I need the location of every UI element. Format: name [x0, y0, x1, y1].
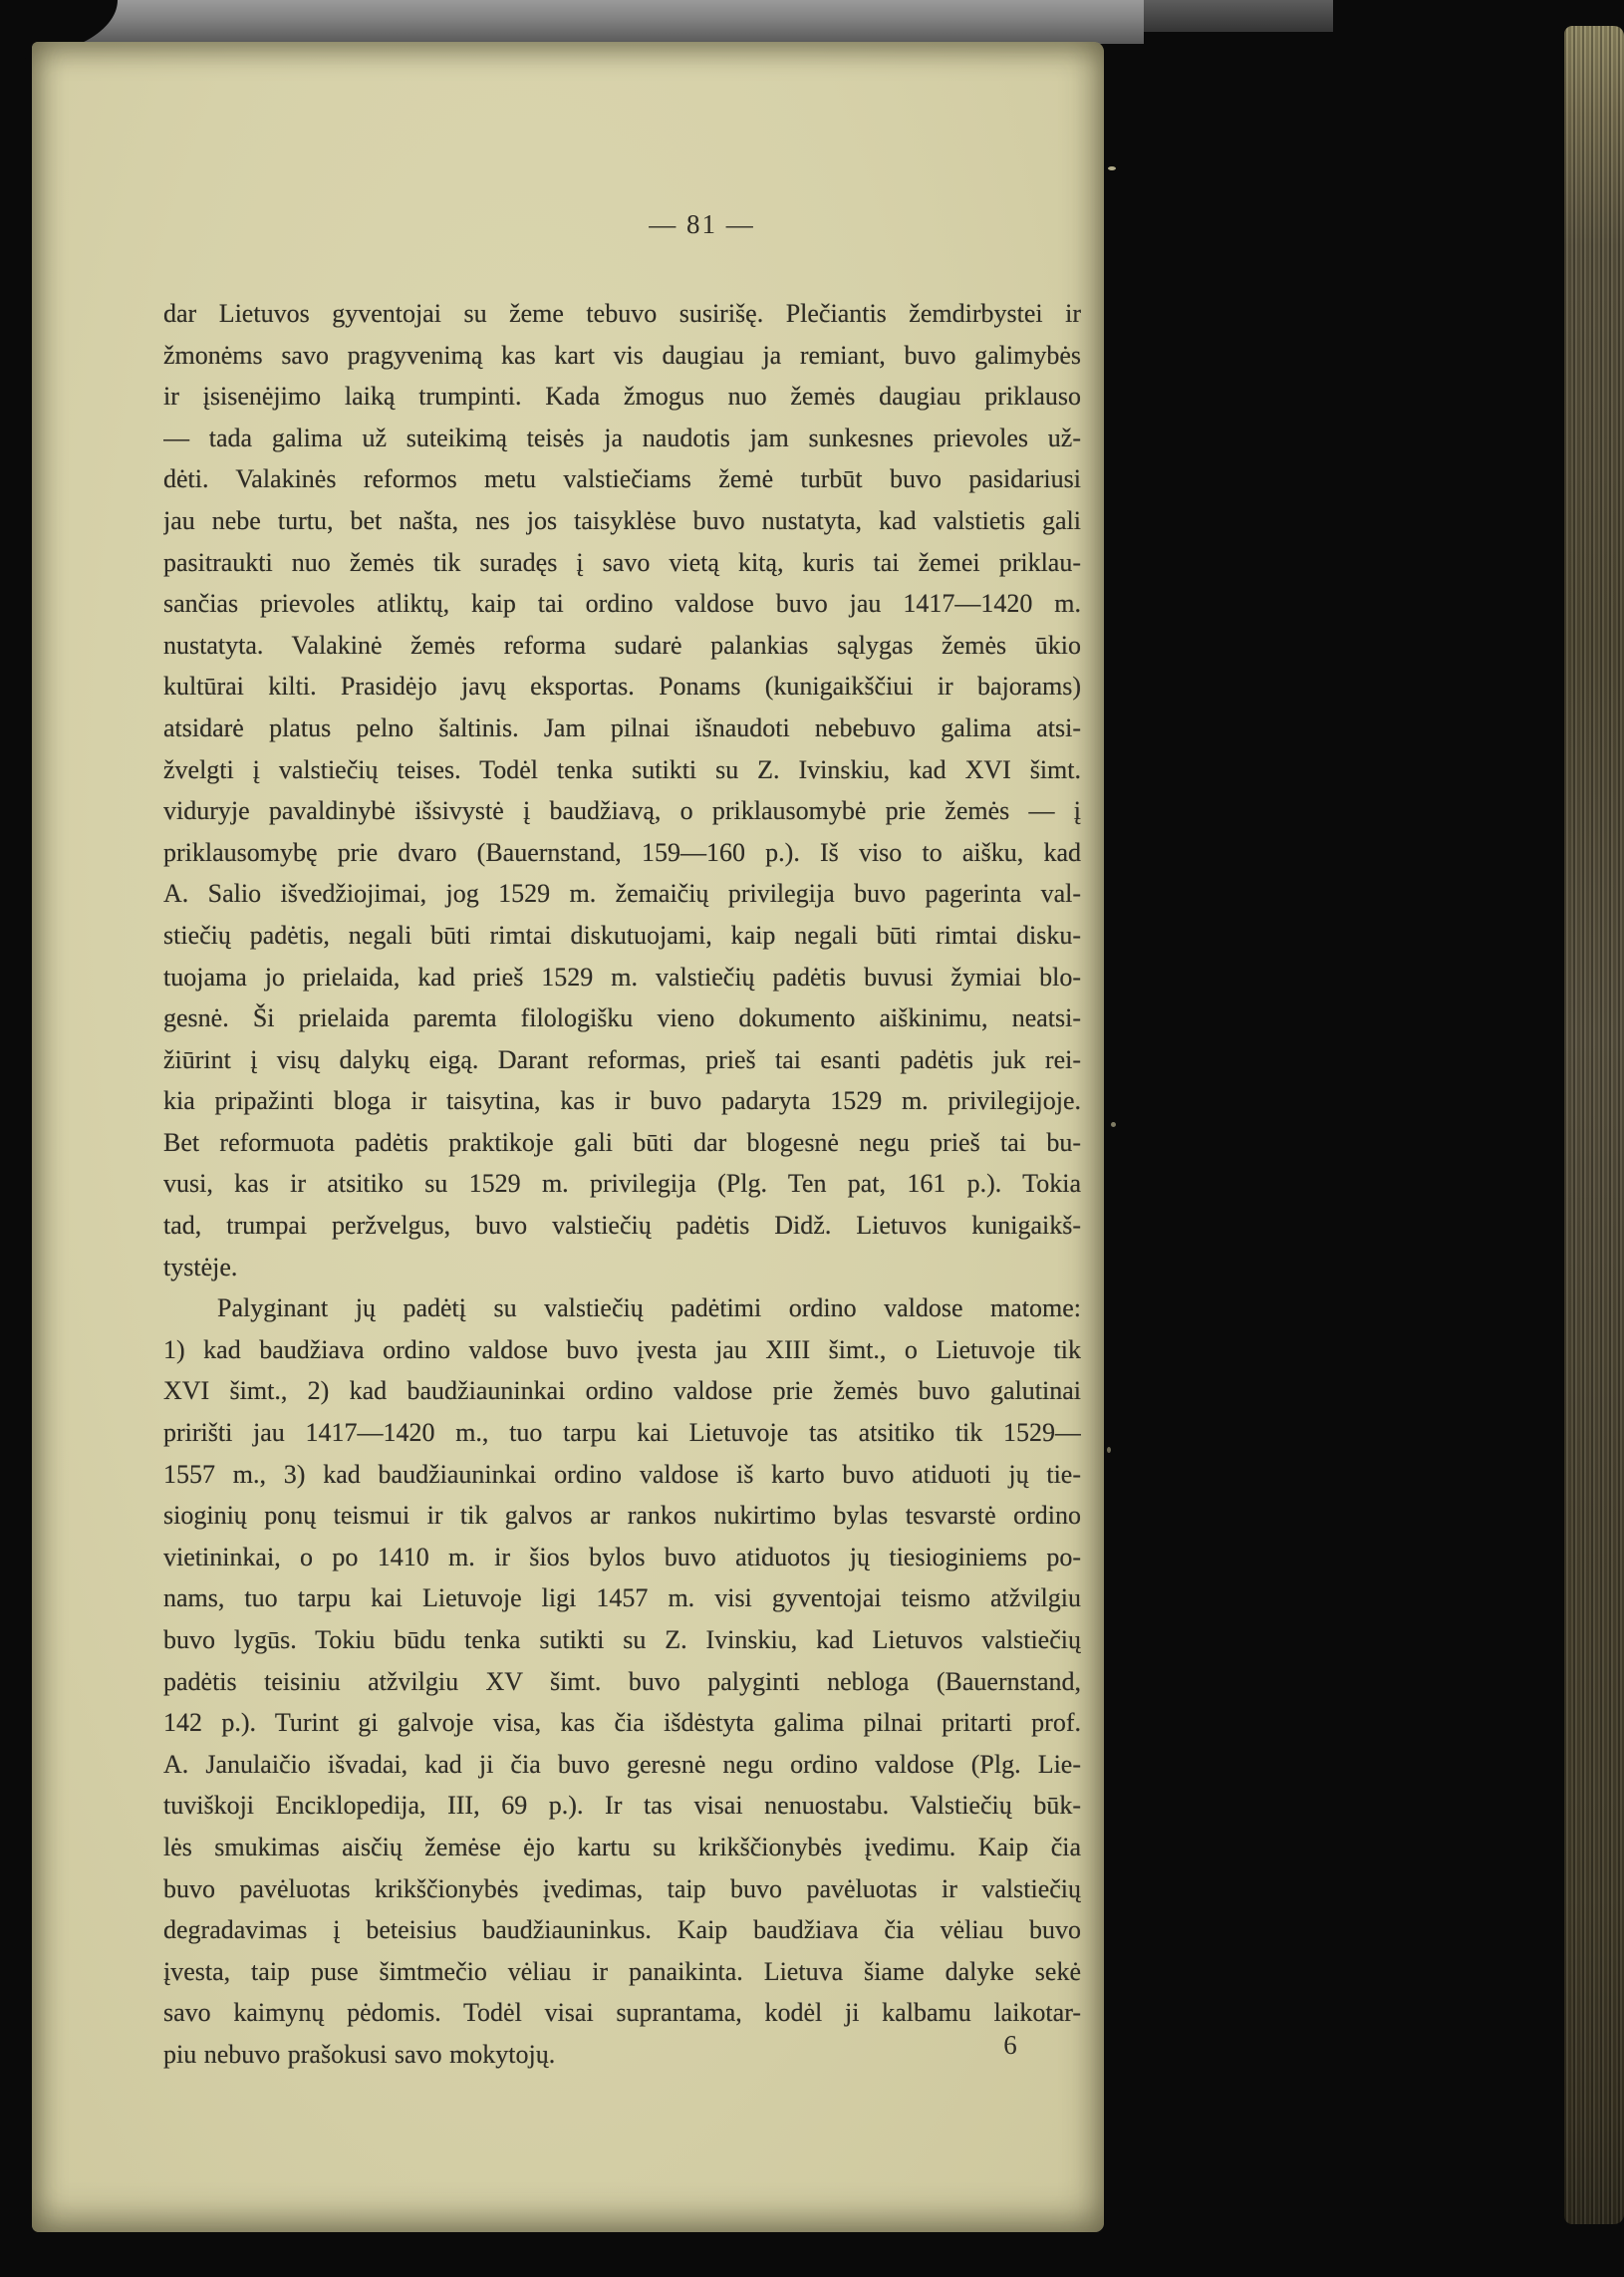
text-line: Bet reformuota padėtis praktikoje gali būti dar blogesnė negu prieš tai bu-: [163, 1127, 1081, 1157]
text-line: žiūrint į visų dalykų eigą. Darant reformas, prieš tai esanti padėtis juk rei-: [163, 1044, 1081, 1074]
text-line: A. Salio išvedžiojimai, jog 1529 m. žemaičių privilegija buvo pagerinta val-: [163, 879, 1081, 909]
text-line: buvo lygūs. Tokiu būdu tenka sutikti su Z. Ivinskiu, kad Lietuvos valstiečių: [163, 1625, 1081, 1654]
text-line: kia pripažinti bloga ir taisytina, kas ir buvo padaryta 1529 m. privilegijoje.: [163, 1086, 1081, 1116]
text-line: ir įsisenėjimo laiką trumpinti. Kada žmogus nuo žemės daugiau priklauso: [163, 382, 1081, 412]
text-line: vietininkai, o po 1410 m. ir šios bylos buvo atiduotos jų tiesioginiems po-: [163, 1542, 1081, 1571]
text-line: stiečių padėtis, negali būti rimtai diskutuojami, kaip negali būti rimtai disku-: [163, 920, 1081, 950]
text-line: vusi, kas ir atsitiko su 1529 m. privilegija (Plg. Ten pat, 161 p.). Tokia: [163, 1169, 1081, 1199]
text-line: — tada galima už suteikimą teisės ja naudotis jam sunkesnes prievoles už-: [163, 423, 1081, 452]
text-line: sioginių ponų teismui ir tik galvos ar rankos nukirtimo bylas tesvarstė ordino: [163, 1501, 1081, 1531]
text-line: degradavimas į beteisius baudžiauninkus. Kaip baudžiava čia vėliau buvo: [163, 1915, 1081, 1945]
text-line: nams, tuo tarpu kai Lietuvoje ligi 1457 m. visi gyventojai teismo atžvilgiu: [163, 1583, 1081, 1613]
text-line: priklausomybę prie dvaro (Bauernstand, 159—160 p.). Iš viso to aišku, kad: [163, 837, 1081, 867]
text-line: buvo pavėluotas krikščionybės įvedimas, taip buvo pavėluotas ir valstiečių: [163, 1873, 1081, 1903]
text-line: nustatyta. Valakinė žemės reforma sudarė palankias sąlygas žemės ūkio: [163, 630, 1081, 660]
text-line: viduryje pavaldinybė išsivystė į baudžiavą, o priklausomybė prie žemės — į: [163, 796, 1081, 826]
text-line: lės smukimas aisčių žemėse ėjo kartu su krikščionybės įvedimu. Kaip čia: [163, 1832, 1081, 1861]
text-line: dėti. Valakinės reformos metu valstiečiams žemė turbūt buvo pasidariusi: [163, 464, 1081, 494]
text-line: kultūrai kilti. Prasidėjo javų eksportas. Ponams (kunigaikščiui ir bajorams): [163, 672, 1081, 702]
text-line: tuviškoji Enciklopedija, III, 69 p.). Ir tas visai nenuostabu. Valstiečių būk-: [163, 1791, 1081, 1821]
book-fore-edge: [1564, 26, 1624, 2224]
text-line: sančias prievoles atliktų, kaip tai ordino valdose buvo jau 1417—1420 m.: [163, 589, 1081, 619]
text-line: tuojama jo prielaida, kad prieš 1529 m. valstiečių padėtis buvusi žymiai blo-: [163, 962, 1081, 992]
text-line: žvelgti į valstiečių teises. Todėl tenka sutikti su Z. Ivinskiu, kad XVI šimt.: [163, 754, 1081, 784]
dust-speck: [1107, 1447, 1111, 1453]
text-line: padėtis teisiniu atžvilgiu XV šimt. buvo palyginti nebloga (Bauernstand,: [163, 1666, 1081, 1696]
scanner-top-edge-shadow: [1144, 0, 1333, 32]
text-line: savo kaimynų pėdomis. Todėl visai suprantama, kodėl ji kalbamu laikotar-: [163, 1998, 1081, 2028]
dust-speck: [1111, 1122, 1116, 1127]
text-line: žmonėms savo pragyvenimą kas kart vis daugiau ja remiant, buvo galimybės: [163, 340, 1081, 370]
text-line: jau nebe turtu, bet našta, nes jos taisyklėse buvo nustatyta, kad valstietis gali: [163, 505, 1081, 535]
text-line: A. Janulaičio išvadai, kad ji čia buvo geresnė negu ordino valdose (Plg. Lie-: [163, 1749, 1081, 1779]
text-line: pasitraukti nuo žemės tik suradęs į savo vietą kitą, kuris tai žemei priklau-: [163, 547, 1081, 577]
text-line: 1) kad baudžiava ordino valdose buvo įvesta jau XIII šimt., o Lietuvoje tik: [163, 1334, 1081, 1364]
body-text: [163, 293, 1081, 2076]
text-line: 1557 m., 3) kad baudžiauninkai ordino valdose iš karto buvo atiduoti jų tie-: [163, 1459, 1081, 1489]
text-line: XVI šimt., 2) kad baudžiauninkai ordino valdose prie žemės buvo galutinai: [163, 1376, 1081, 1406]
scanner-top-edge: [0, 0, 1144, 44]
text-line: piu nebuvo prašokusi savo mokytojų.: [163, 2039, 556, 2069]
text-line: pririšti jau 1417—1420 m., tuo tarpu kai Lietuvoje tas atsitiko tik 1529—: [163, 1418, 1081, 1448]
dust-speck: [1108, 166, 1116, 170]
text-line: tystėje.: [163, 1252, 238, 1281]
text-line: atsidarė platus pelno šaltinis. Jam pilnai išnaudoti nebebuvo galima atsi-: [163, 712, 1081, 742]
page-number: — 81 —: [649, 209, 755, 239]
text-line: Palyginant jų padėtį su valstiečių padėtimi ordino valdose matome:: [217, 1293, 1081, 1323]
text-line: tad, trumpai peržvelgus, buvo valstiečių padėtis Didž. Lietuvos kunigaikš-: [163, 1211, 1081, 1241]
text-line: 142 p.). Turint gi galvoje visa, kas čia išdėstyta galima pilnai pritarti prof.: [163, 1708, 1081, 1738]
signature-mark: 6: [1003, 2030, 1017, 2060]
text-line: dar Lietuvos gyventojai su žeme tebuvo susirišę. Plečiantis žemdirbystei ir: [163, 299, 1081, 328]
book-page: [32, 42, 1104, 2232]
text-line: gesnė. Ši prielaida paremta filologišku vieno dokumento aiškinimu, neatsi-: [163, 1003, 1081, 1033]
text-line: įvesta, taip puse šimtmečio vėliau ir panaikinta. Lietuva šiame dalyke sekė: [163, 1956, 1081, 1986]
